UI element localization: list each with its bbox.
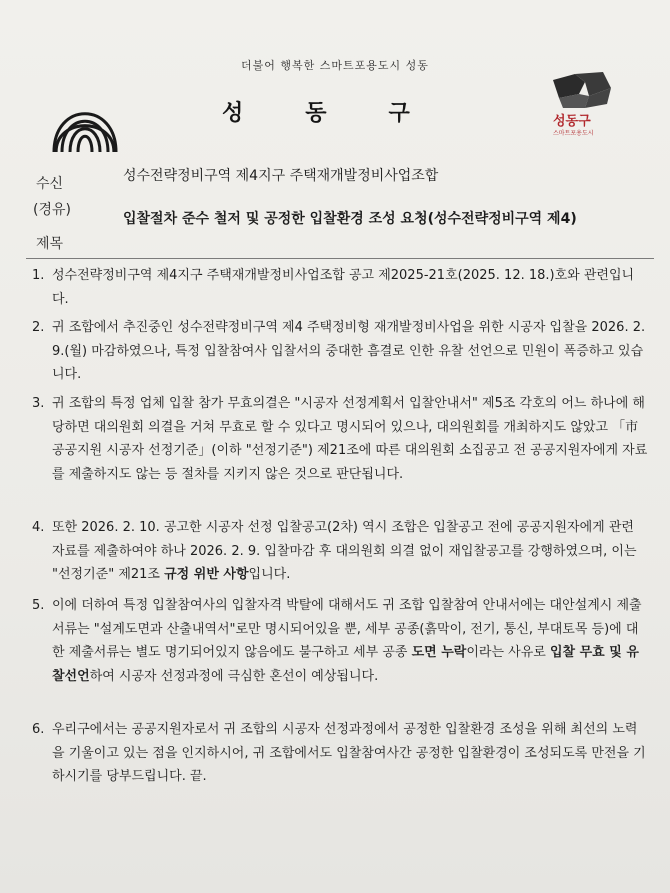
brand-name: 성동구 [553,114,591,129]
emphasis: 입찰 무효 및 유찰선언 [52,645,639,684]
emphasis: 도면 누락 [411,645,467,660]
subject-value: 입찰절차 준수 철저 및 공정한 입찰환경 조성 요청(성수전략정비구역 제4) [123,211,577,227]
item-number: 5. [32,598,45,613]
via-label: (경유) [33,202,71,218]
item-text: 귀 조합의 특정 업체 입찰 참가 무효의결은 "시공자 선정계획서 입찰안내서" 제5조 각호의 어느 하나에 해당하면 대의원회 의결을 거쳐 무효로 할 수 있다고 명시되어 있으나, 대의원회를 개최하지도 않았고 「市 공공지원 시공자 선정기준」(이하 "선정기준") 제21조에 따른 대의원회 소집공고 전 공공지원자에게 자료를 제출하지도 않는 등 절차를 지키지 않은 것으로 판단됩니다. [52,396,648,482]
brand-mark-icon [545,70,617,112]
item-number: 3. [32,396,45,411]
item-text: 성수전략정비구역 제4지구 주택재개발정비사업조합 공고 제2025-21호(2025. 12. 18.)호와 관련입니다. [52,268,635,307]
header-divider [26,258,654,259]
brand-tagline: 스마트포용도시 [553,130,594,137]
item-text: 또한 2026. 2. 10. 공고한 시공자 선정 입찰공고(2차) 역시 조합은 입찰공고 전에 공공지원자에게 관련 자료를 제출하여야 하나 2026. 2. 9. 입찰마감 후 대의원회 의결 없이 재입찰공고를 강행하였으며, 이는 "선정기준" 제21조 규정 위반 사항입니다. [52,520,637,582]
item-text: 귀 조합에서 추진중인 성수전략정비구역 제4 주택정비형 재개발정비사업을 위한 시공자 입찰을 2026. 2. 9.(월) 마감하였으나, 특정 입찰참여사 입찰서의 중대한 흠결로 인한 유찰 선언으로 민원이 폭증하고 있습니다. [52,320,646,382]
item-text: 우리구에서는 공공지원자로서 귀 조합의 시공자 선정과정에서 공정한 입찰환경 조성을 위해 최선의 노력을 기울이고 있는 점을 인지하시어, 귀 조합에서도 입찰참여사간 공정한 입찰환경이 조성되도록 만전을 기하시기를 당부드립니다. 끝. [52,722,646,784]
emphasis: 규정 위반 사항 [164,567,249,582]
recipient-label: 수신 [36,176,64,192]
item-number: 1. [32,268,45,283]
recipient-value: 성수전략정비구역 제4지구 주택재개발정비사업조합 [123,168,439,184]
item-text: 이에 더하여 특정 입찰참여사의 입찰자격 박탈에 대해서도 귀 조합 입찰참여 안내서에는 대안설계시 제출서류는 "설계도면과 산출내역서"로만 명시되어있을 뿐, 세부 공종(흙막이, 전기, 통신, 부대토목 등)에 대한 제출서류는 별도 명기되어있지 않음에도 불구하고 세부 공종 도면 누락이라는 사유로 입찰 무효 및 유찰선언하여 시공자 선정과정에 극심한 혼선이 예상됩니다. [52,598,642,684]
issuing-office-title: 성동구 [222,101,472,126]
slogan: 더불어 행복한 스마트포용도시 성동 [241,59,429,72]
seongdong-emblem-icon [50,95,120,153]
seongdong-brand-logo [545,70,617,146]
item-number: 2. [32,320,45,335]
subject-label: 제목 [36,236,64,252]
item-number: 4. [32,520,45,535]
item-number: 6. [32,722,45,737]
